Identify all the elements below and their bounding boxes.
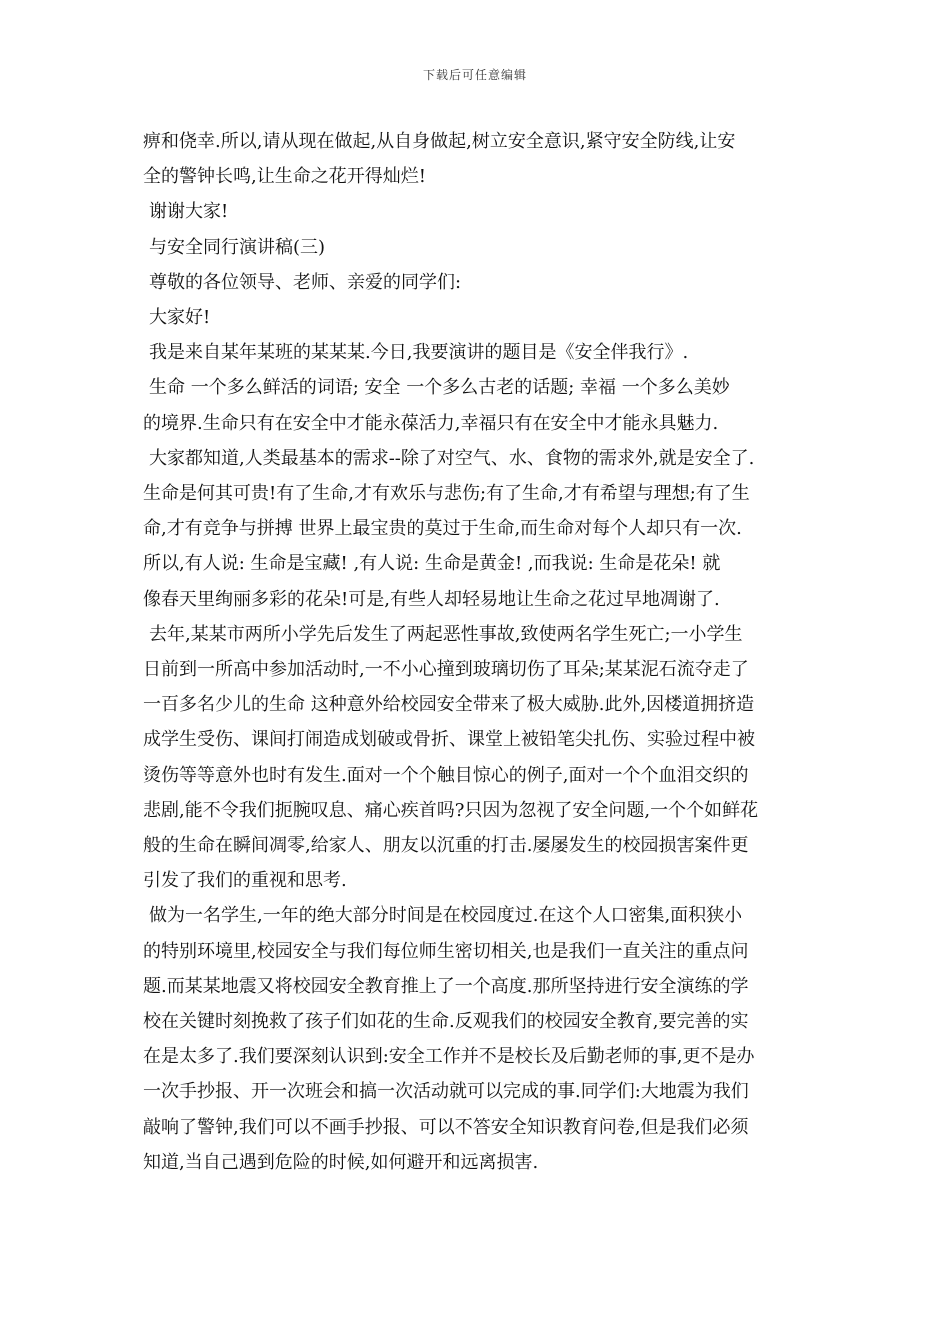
- text-line: 大家都知道,人类最基本的需求--除了对空气、水、食物的需求外,就是安全了.: [149, 447, 755, 469]
- text-line: 生命 一个多么鲜活的词语; 安全 一个多么古老的话题; 幸福 一个多么美妙: [149, 377, 730, 399]
- text-line: 悲剧,能不令我们扼腕叹息、痛心疾首吗?只因为忽视了安全问题,一个个如鲜花: [143, 799, 759, 821]
- text-line: 全的警钟长鸣,让生命之花开得灿烂!: [143, 166, 426, 188]
- text-line: 校在关键时刻挽救了孩子们如花的生命.反观我们的校园安全教育,要完善的实: [143, 1011, 749, 1033]
- text-line: 生命是何其可贵!有了生命,才有欢乐与悲伤;有了生命,才有希望与理想;有了生: [143, 483, 750, 505]
- text-line: 痹和侥幸.所以,请从现在做起,从自身做起,树立安全意识,紧守安全防线,让安: [143, 131, 736, 152]
- text-line: 日前到一所高中参加活动时,一不小心撞到玻璃切伤了耳朵;某某泥石流夺走了: [143, 659, 749, 681]
- text-line: 谢谢大家!: [149, 201, 229, 223]
- text-line: 去年,某某市两所小学先后发生了两起恶性事故,致使两名学生死亡;一小学生: [149, 623, 743, 645]
- text-line: 的境界.生命只有在安全中才能永葆活力,幸福只有在安全中才能永具魅力.: [143, 412, 719, 434]
- text-line: 我是来自某年某班的某某某.今日,我要演讲的题目是《安全伴我行》.: [149, 342, 689, 364]
- text-line: 一百多名少儿的生命 这种意外给校园安全带来了极大威胁.此外,因楼道拥挤造: [143, 694, 755, 716]
- text-line: 一次手抄报、开一次班会和搞一次活动就可以完成的事.同学们:大地震为我们: [143, 1081, 749, 1103]
- text-line: 引发了我们的重视和思考.: [143, 870, 347, 892]
- text-line: 尊敬的各位领导、老师、亲爱的同学们:: [149, 271, 462, 293]
- text-line: 成学生受伤、课间打闹造成划破或骨折、课堂上被铅笔尖扎伤、实验过程中被: [143, 729, 755, 751]
- text-line: 与安全同行演讲稿(三): [149, 236, 326, 258]
- text-line: 大家好!: [149, 307, 211, 329]
- text-line: 像春天里绚丽多彩的花朵!可是,有些人却轻易地让生命之花过早地凋谢了.: [143, 588, 720, 610]
- text-line: 的特别环境里,校园安全与我们每位师生密切相关,也是我们一直关注的重点问: [143, 940, 749, 962]
- text-line: 知道,当自己遇到危险的时候,如何避开和远离损害.: [143, 1151, 539, 1173]
- text-line: 般的生命在瞬间凋零,给家人、朋友以沉重的打击.屡屡发生的校园损害案件更: [143, 835, 749, 857]
- document-body: [143, 124, 813, 1180]
- text-line: 敲响了警钟,我们可以不画手抄报、可以不答安全知识教育问卷,但是我们必须: [143, 1116, 749, 1138]
- text-line: 所以,有人说: 生命是宝藏! ,有人说: 生命是黄金! ,而我说: 生命是花朵! 就: [143, 553, 721, 575]
- text-line: 命,才有竞争与拼搏 世界上最宝贵的莫过于生命,而生命对每个人却只有一次.: [143, 518, 742, 540]
- text-line: 烫伤等等意外也时有发生.面对一个个触目惊心的例子,面对一个个血泪交织的: [143, 764, 749, 786]
- text-line: 题.而某某地震又将校园安全教育推上了一个高度.那所坚持进行安全演练的学: [143, 975, 749, 997]
- text-line: 在是太多了.我们要深刻认识到:安全工作并不是校长及后勤老师的事,更不是办: [143, 1046, 755, 1068]
- page-header: 下载后可任意编辑: [422, 68, 527, 82]
- text-line: 做为一名学生,一年的绝大部分时间是在校园度过.在这个人口密集,面积狭小: [149, 905, 743, 927]
